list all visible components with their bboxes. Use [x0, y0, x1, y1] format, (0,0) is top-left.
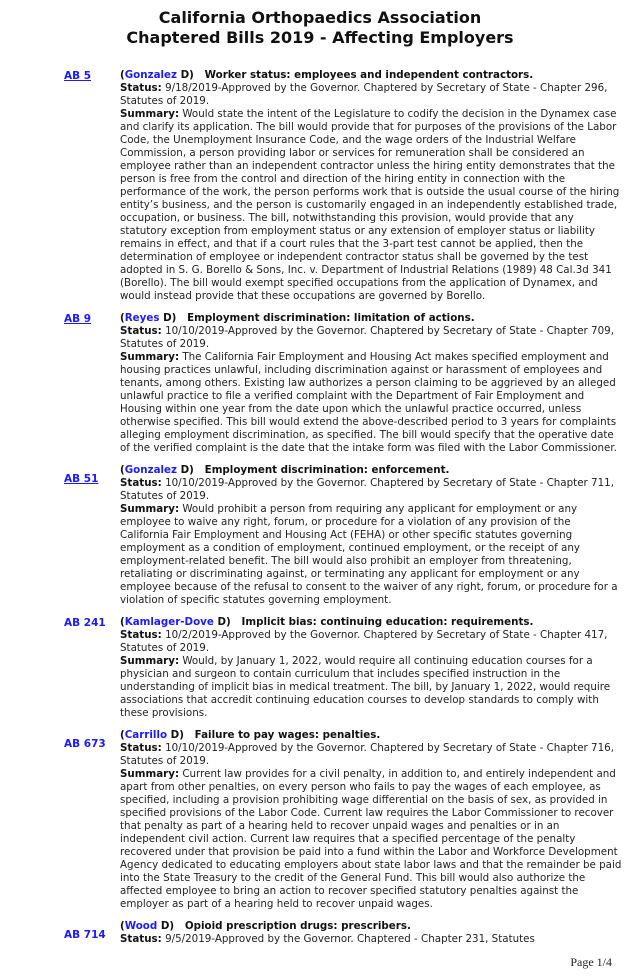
status-label: Status:	[120, 325, 162, 337]
bill-entry	[0, 312, 640, 455]
bill-heading: (Carrillo D) Failure to pay wages: penalties.	[120, 729, 381, 741]
bill-id-link[interactable]: AB 714	[64, 929, 106, 941]
status-label: Status:	[120, 477, 162, 489]
bill-topic: Implicit bias: continuing education: requirements.	[241, 616, 534, 628]
bill-topic: Employment discrimination: enforcement.	[204, 464, 450, 476]
title-line-2: Chaptered Bills 2019 - Affecting Employers	[126, 28, 514, 47]
bill-author-link[interactable]: Reyes	[124, 312, 160, 324]
bill-body	[120, 464, 622, 607]
status-text: 9/5/2019-Approved by the Governor. Chaptered - Chapter 231, Statutes	[165, 933, 535, 945]
bill-author-link[interactable]: Wood	[124, 920, 158, 932]
bill-id-link[interactable]: AB 9	[64, 313, 92, 325]
status-label: Status:	[120, 933, 162, 945]
bill-party: D)	[163, 312, 177, 324]
bill-party: D)	[180, 69, 194, 81]
summary-text: The California Fair Employment and Housing Act makes specified employment and housing practices unlawful, including discrimination against or harassment of employees and tenants, among others. Existing law authorizes a person claiming to be aggrieved by an alleged unlawful practice to file a verified complaint with the Department of Fair Employment and Housing within one year from the date upon which the unlawful practice occurred, unless otherwise specified. This bill would extend the above-described period to 3 years for complaints alleging employment discrimination, as specified. The bill would specify that the operative date of the verified complaint is the date that the intake form was filed with the Labor Commissioner.	[120, 351, 617, 454]
bill-entry	[0, 616, 640, 720]
summary-label: Summary:	[120, 108, 180, 120]
summary-label: Summary:	[120, 768, 180, 780]
bill-list	[0, 69, 640, 946]
bill-status	[120, 742, 622, 768]
summary-text: Would, by January 1, 2022, would require all continuing education courses for a physician and surgeon to contain curriculum that includes specified instruction in the understanding of implicit bias in medical treatment. The bill, by January 1, 2022, would require associations that accredit continuing education courses to develop standards to comply with these provisions.	[120, 655, 611, 719]
status-text: 10/10/2019-Approved by the Governor. Chaptered by Secretary of State - Chapter 709, Statutes of 2019.	[120, 325, 614, 350]
status-text: 10/10/2019-Approved by the Governor. Chaptered by Secretary of State - Chapter 716, Statutes of 2019.	[120, 742, 614, 767]
bill-summary	[120, 655, 622, 720]
bill-status	[120, 629, 622, 655]
bill-body	[120, 312, 622, 455]
bill-status	[120, 477, 622, 503]
bill-body	[120, 920, 622, 946]
document-title	[0, 0, 640, 48]
bill-body	[120, 616, 622, 720]
bill-topic: Opioid prescription drugs: prescribers.	[184, 920, 411, 932]
summary-text: Current law provides for a civil penalty, in addition to, and entirely independent and apart from other penalties, on every person who fails to pay the wages of each employee, as specified, including a provision prohibiting wage differential on the basis of sex, as provided in specified provisions of the Labor Code. Current law requires the Labor Commissioner to recover that penalty as part of a hearing held to recover unpaid wages and penalties or in an independent civil action. Current law requires that a specified percentage of the penalty recovered under that provision be paid into a fund within the Labor and Workforce Development Agency dedicated to educating employers about state labor laws and that the remainder be paid into the State Treasury to the credit of the General Fund. This bill would also authorize the affected employee to bring an action to recover specified statutory penalties against the employer as part of a hearing held to recover unpaid wages.	[120, 768, 622, 910]
bill-author-link[interactable]: Kamlager-Dove	[124, 616, 214, 628]
bill-summary	[120, 351, 622, 455]
bill-topic: Employment discrimination: limitation of actions.	[187, 312, 475, 324]
bill-heading: (Kamlager-Dove D) Implicit bias: continuing education: requirements.	[120, 616, 534, 628]
bill-entry	[0, 920, 640, 946]
bill-summary	[120, 768, 622, 911]
bill-entry	[0, 729, 640, 911]
summary-label: Summary:	[120, 351, 180, 363]
status-text: 10/2/2019-Approved by the Governor. Chaptered by Secretary of State - Chapter 417, Statutes of 2019.	[120, 629, 608, 654]
bill-party: D)	[160, 920, 175, 932]
bill-body	[120, 729, 622, 911]
bill-heading: (Gonzalez D) Worker status: employees and independent contractors.	[120, 69, 534, 81]
title-line-1: California Orthopaedics Association	[158, 8, 482, 27]
bill-author-link[interactable]: Gonzalez	[124, 69, 178, 81]
bill-heading: (Gonzalez D) Employment discrimination: enforcement.	[120, 464, 450, 476]
bill-topic: Failure to pay wages: penalties.	[194, 729, 381, 741]
bill-id-link[interactable]: AB 51	[64, 473, 99, 485]
bill-summary	[120, 108, 622, 303]
bill-id-link[interactable]: AB 5	[64, 70, 92, 82]
bill-id-link[interactable]: AB 673	[64, 738, 106, 750]
status-label: Status:	[120, 82, 162, 94]
bill-topic: Worker status: employees and independent contractors.	[204, 69, 534, 81]
status-label: Status:	[120, 742, 162, 754]
bill-entry	[0, 464, 640, 607]
page-number: Page 1/4	[570, 955, 612, 969]
bill-heading: (Wood D) Opioid prescription drugs: prescribers.	[120, 920, 411, 932]
bill-heading: (Reyes D) Employment discrimination: limitation of actions.	[120, 312, 475, 324]
bill-party: D)	[170, 729, 184, 741]
bill-body	[120, 69, 622, 303]
bill-entry	[0, 69, 640, 303]
status-text: 10/10/2019-Approved by the Governor. Chaptered by Secretary of State - Chapter 711, Statutes of 2019.	[120, 477, 614, 502]
bill-status	[120, 325, 622, 351]
bill-author-link[interactable]: Carrillo	[124, 729, 168, 741]
summary-text: Would prohibit a person from requiring any applicant for employment or any employee to waive any right, forum, or procedure for a violation of any provision of the California Fair Employment and Housing Act (FEHA) or other specific statutes governing employment as a condition of employment, continued employment, or the receipt of any employment-related benefit. The bill would also prohibit an employer from threatening, retaliating or discriminating against, or terminating any applicant for employment or any employee because of the refusal to consent to the waiver of any right, forum, or procedure for a violation of specific statutes governing employment.	[120, 503, 618, 606]
summary-label: Summary:	[120, 655, 180, 667]
bill-status	[120, 82, 622, 108]
status-text: 9/18/2019-Approved by the Governor. Chaptered by Secretary of State - Chapter 296, Statutes of 2019.	[120, 82, 608, 107]
summary-text: Would state the intent of the Legislature to codify the decision in the Dynamex case and clarify its application. The bill would provide that for purposes of the provisions of the Labor Code, the Unemployment Insurance Code, and the wage orders of the Industrial Welfare Commission, a person providing labor or services for remuneration shall be considered an employee rather than an independent contractor unless the hiring entity demonstrates that the person is free from the control and direction of the hiring entity in connection with the performance of the work, the person performs work that is outside the usual course of the hiring entity’s business, and the person is customarily engaged in an independently established trade, occupation, or business. The bill, notwithstanding this provision, would provide that any statutory exception from employment status or any extension of employer status or liability remains in effect, and that if a court rules that the 3-part test cannot be applied, then the determination of employee or independent contractor status shall be governed by the test adopted in S. G. Borello & Sons, Inc. v. Department of Industrial Relations (1989) 48 Cal.3d 341 (Borello). The bill would exempt specified occupations from the application of Dynamex, and would instead provide that these occupations are governed by Borello.	[120, 108, 620, 302]
bill-status	[120, 933, 622, 946]
summary-label: Summary:	[120, 503, 180, 515]
bill-summary	[120, 503, 622, 607]
bill-author-link[interactable]: Gonzalez	[124, 464, 178, 476]
bill-party: D)	[180, 464, 194, 476]
bill-party: D)	[217, 616, 231, 628]
status-label: Status:	[120, 629, 162, 641]
bill-id-link[interactable]: AB 241	[64, 617, 106, 629]
